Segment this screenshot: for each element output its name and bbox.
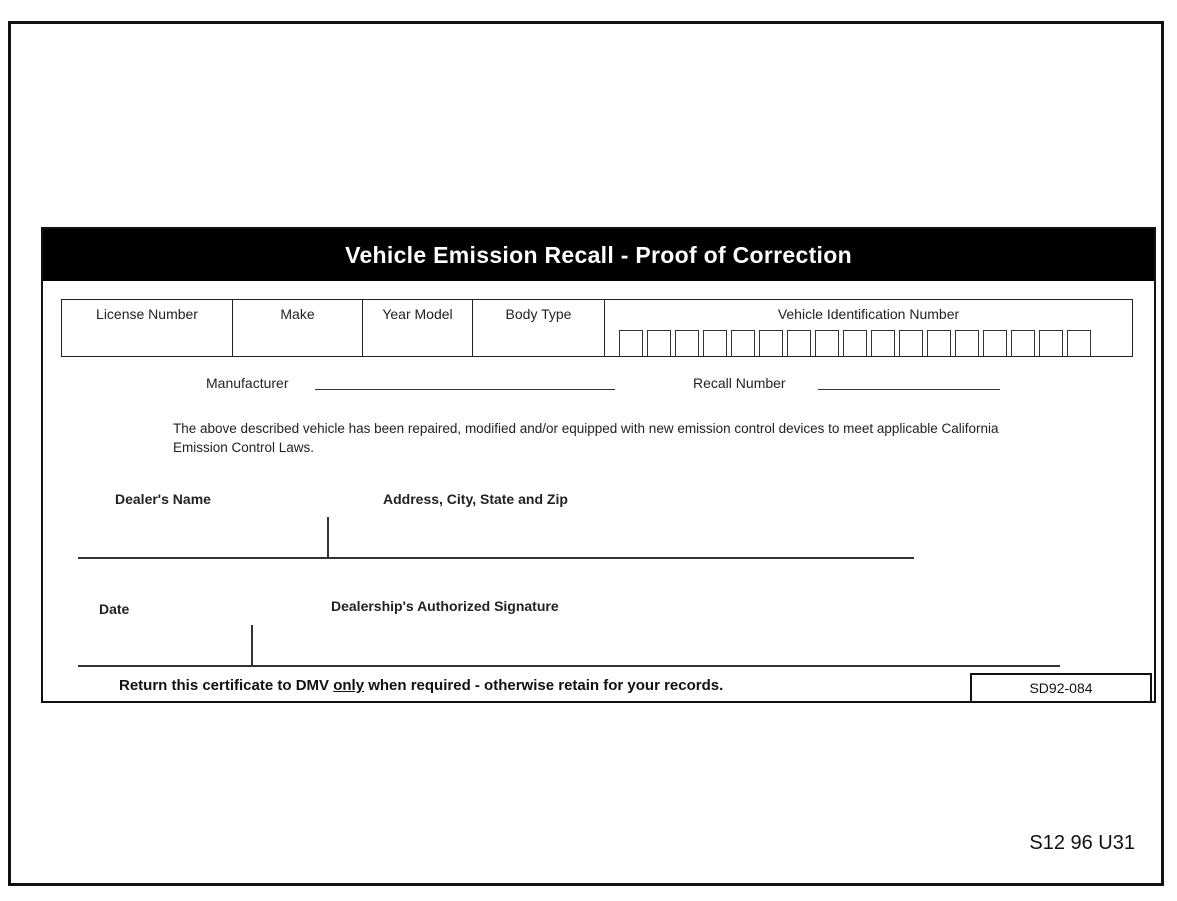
return-instructions-emphasis: only <box>333 677 365 694</box>
recall-number-label: Recall Number <box>693 375 786 391</box>
vin-character-box <box>703 330 727 356</box>
manufacturer-line <box>315 389 615 390</box>
dealer-name-label: Dealer's Name <box>115 491 211 507</box>
vin-character-box <box>843 330 867 356</box>
address-label: Address, City, State and Zip <box>383 491 568 507</box>
vin-character-box <box>899 330 923 356</box>
vin-character-box <box>675 330 699 356</box>
recall-number-line <box>818 389 1000 390</box>
form-code: SD92-084 <box>970 673 1152 703</box>
vin-boxes <box>619 330 1095 356</box>
date-divider <box>251 625 253 665</box>
date-label: Date <box>99 601 130 617</box>
vin-character-box <box>1039 330 1063 356</box>
vin-character-box <box>983 330 1007 356</box>
dealer-address-line <box>78 557 914 559</box>
vin-character-box <box>1067 330 1091 356</box>
signature-label: Dealership's Authorized Signature <box>331 598 559 614</box>
form-title: Vehicle Emission Recall - Proof of Correction <box>43 229 1154 281</box>
vehicle-fields-table <box>61 299 1133 357</box>
vin-column-label: Vehicle Identification Number <box>777 306 960 322</box>
vin-character-box <box>955 330 979 356</box>
return-instructions-start: Return this certificate to DMV <box>119 677 334 694</box>
dealer-divider <box>327 517 329 557</box>
recall-certificate-form <box>41 227 1156 703</box>
year-model-column: Year Model <box>363 300 473 356</box>
vin-character-box <box>759 330 783 356</box>
date-signature-line <box>78 665 1060 667</box>
figure-code: S12 96 U31 <box>1029 832 1135 854</box>
return-instructions-end: when required - otherwise retain for your records. <box>364 677 724 694</box>
body-type-column: Body Type <box>473 300 605 356</box>
correction-statement: The above described vehicle has been repaired, modified and/or equipped with new emission control devices to meet applicable California Emission Control Laws. <box>173 421 999 455</box>
vin-character-box <box>787 330 811 356</box>
make-column: Make <box>233 300 363 356</box>
manufacturer-label: Manufacturer <box>206 375 289 391</box>
figure-frame <box>8 21 1164 886</box>
vin-character-box <box>1011 330 1035 356</box>
vin-character-box <box>871 330 895 356</box>
vin-character-box <box>815 330 839 356</box>
vin-character-box <box>927 330 951 356</box>
vin-character-box <box>619 330 643 356</box>
license-number-column: License Number <box>62 300 233 356</box>
return-instructions <box>119 677 723 694</box>
vin-column <box>605 300 1132 356</box>
vin-character-box <box>647 330 671 356</box>
vin-character-box <box>731 330 755 356</box>
